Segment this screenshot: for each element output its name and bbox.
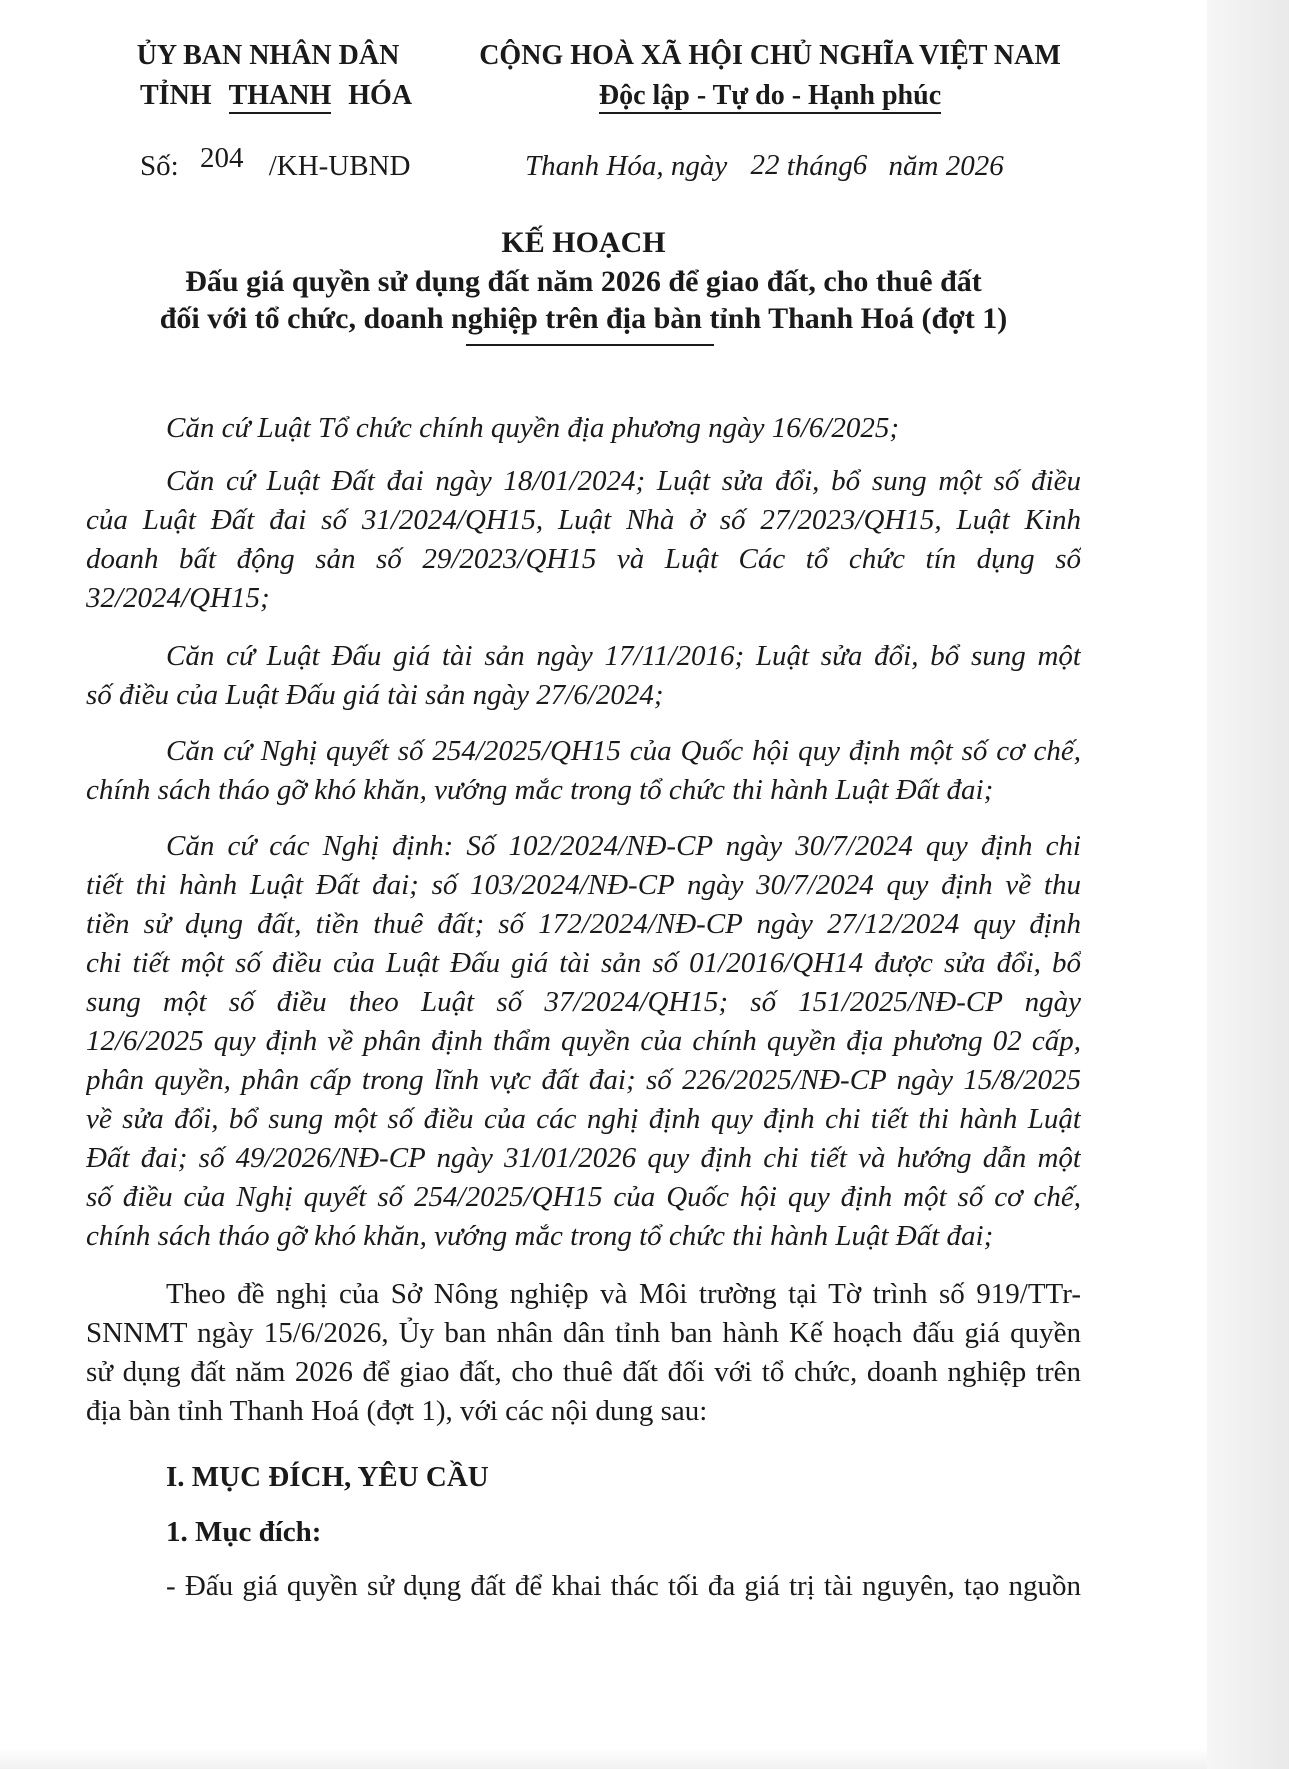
title-underline xyxy=(466,344,714,346)
preamble-line: Căn cứ Luật Tổ chức chính quyền địa phương ngày 16/6/2025; xyxy=(166,412,900,444)
issuer-line-2 xyxy=(140,80,412,112)
issue-date xyxy=(525,150,1004,183)
page-margin-background xyxy=(1207,0,1289,1769)
date-year: năm 2026 xyxy=(888,150,1004,182)
plan-subtitle-1: Đấu giá quyền sử dụng đất năm 2026 để giao đất, cho thuê đất xyxy=(185,265,982,298)
proposal-line: địa bàn tỉnh Thanh Hoá (đợt 1), với các nội dung sau: xyxy=(86,1395,708,1427)
preamble-line: về sửa đổi, bổ sung một số điều của các nghị định quy định chi tiết thi hành Luật xyxy=(86,1103,1081,1135)
proposal-line: Theo đề nghị của Sở Nông nghiệp và Môi trường tại Tờ trình số 919/TTr- xyxy=(166,1278,1081,1310)
plan-title: KẾ HOẠCH xyxy=(501,226,666,259)
date-month: 6 xyxy=(852,149,868,181)
proposal-line: sử dụng đất năm 2026 để giao đất, cho thuê đất đối với tổ chức, doanh nghiệp trên xyxy=(86,1356,1081,1388)
preamble-line: Căn cứ Luật Đấu giá tài sản ngày 17/11/2016; Luật sửa đổi, bổ sung một xyxy=(166,640,1081,672)
preamble-line: 32/2024/QH15; xyxy=(86,582,270,614)
preamble-line: của Luật Đất đai số 31/2024/QH15, Luật Nhà ở số 27/2023/QH15, Luật Kinh xyxy=(86,504,1081,536)
preamble-line: Đất đai; số 49/2026/NĐ-CP ngày 31/01/2026 quy định chi tiết và hướng dẫn một xyxy=(86,1142,1081,1174)
section-heading: I. MỤC ĐÍCH, YÊU CẦU xyxy=(166,1461,489,1493)
motto xyxy=(460,80,1080,112)
motto-text: Độc lập - Tự do - Hạnh phúc xyxy=(599,80,941,114)
issuer-province-word: TỈNH xyxy=(140,80,212,111)
preamble-line: Căn cứ các Nghị định: Số 102/2024/NĐ-CP ngày 30/7/2024 quy định chi xyxy=(166,830,1081,862)
preamble-line: chính sách tháo gỡ khó khăn, vướng mắc trong tổ chức thi hành Luật Đất đai; xyxy=(86,774,994,806)
preamble-line: tiết thi hành Luật Đất đai; số 103/2024/NĐ-CP ngày 30/7/2024 quy định về thu xyxy=(86,869,1081,901)
page-bottom-shadow xyxy=(0,1748,1207,1769)
preamble-line: số điều của Nghị quyết số 254/2025/QH15 của Quốc hội quy định một số cơ chế, xyxy=(86,1181,1081,1213)
issuer-line-1: ỦY BAN NHÂN DÂN xyxy=(136,40,400,71)
proposal-line: SNNMT ngày 15/6/2026, Ủy ban nhân dân tỉnh ban hành Kế hoạch đấu giá quyền xyxy=(86,1317,1081,1349)
preamble-line: số điều của Luật Đấu giá tài sản ngày 27/6/2024; xyxy=(86,679,664,711)
country-heading: CỘNG HOÀ XÃ HỘI CHỦ NGHĨA VIỆT NAM xyxy=(479,40,1061,71)
date-place: Thanh Hóa, ngày xyxy=(525,150,728,182)
preamble-line: Căn cứ Luật Đất đai ngày 18/01/2024; Luật sửa đổi, bổ sung một số điều xyxy=(166,465,1081,497)
preamble-line: 12/6/2025 quy định về phân định thẩm quyền của chính quyền địa phương 02 cấp, xyxy=(86,1025,1081,1057)
bullet-line: - Đấu giá quyền sử dụng đất để khai thác tối đa giá trị tài nguyên, tạo nguồn xyxy=(166,1570,1081,1602)
number-prefix: Số: xyxy=(140,150,179,182)
preamble-line: tiền sử dụng đất, tiền thuê đất; số 172/2024/NĐ-CP ngày 27/12/2024 quy định xyxy=(86,908,1081,940)
subsection-heading: 1. Mục đích: xyxy=(166,1516,322,1548)
preamble-line: Căn cứ Nghị quyết số 254/2025/QH15 của Quốc hội quy định một số cơ chế, xyxy=(166,735,1081,767)
issuer-province-name-2: HÓA xyxy=(348,80,413,111)
preamble-line: phân quyền, phân cấp trong lĩnh vực đất đai; số 226/2025/NĐ-CP ngày 15/8/2025 xyxy=(86,1064,1081,1096)
number-suffix: /KH-UBND xyxy=(268,150,411,182)
preamble-line: chính sách tháo gỡ khó khăn, vướng mắc trong tổ chức thi hành Luật Đất đai; xyxy=(86,1220,994,1252)
preamble-line: doanh bất động sản số 29/2023/QH15 và Luật Các tổ chức tín dụng số xyxy=(86,543,1081,575)
number-value: 204 xyxy=(199,142,244,174)
issuer-province-name: THANH xyxy=(229,80,332,114)
preamble-line: sung một số điều theo Luật số 37/2024/QH15; số 151/2025/NĐ-CP ngày xyxy=(86,986,1081,1018)
date-month-label: tháng xyxy=(786,150,853,182)
preamble-line: chi tiết một số điều của Luật Đấu giá tài sản số 01/2016/QH14 được sửa đổi, bổ xyxy=(86,947,1081,979)
plan-subtitle-2: đối với tổ chức, doanh nghiệp trên địa bàn tỉnh Thanh Hoá (đợt 1) xyxy=(159,302,1008,335)
document-number xyxy=(140,142,411,183)
date-day: 22 xyxy=(750,149,780,181)
